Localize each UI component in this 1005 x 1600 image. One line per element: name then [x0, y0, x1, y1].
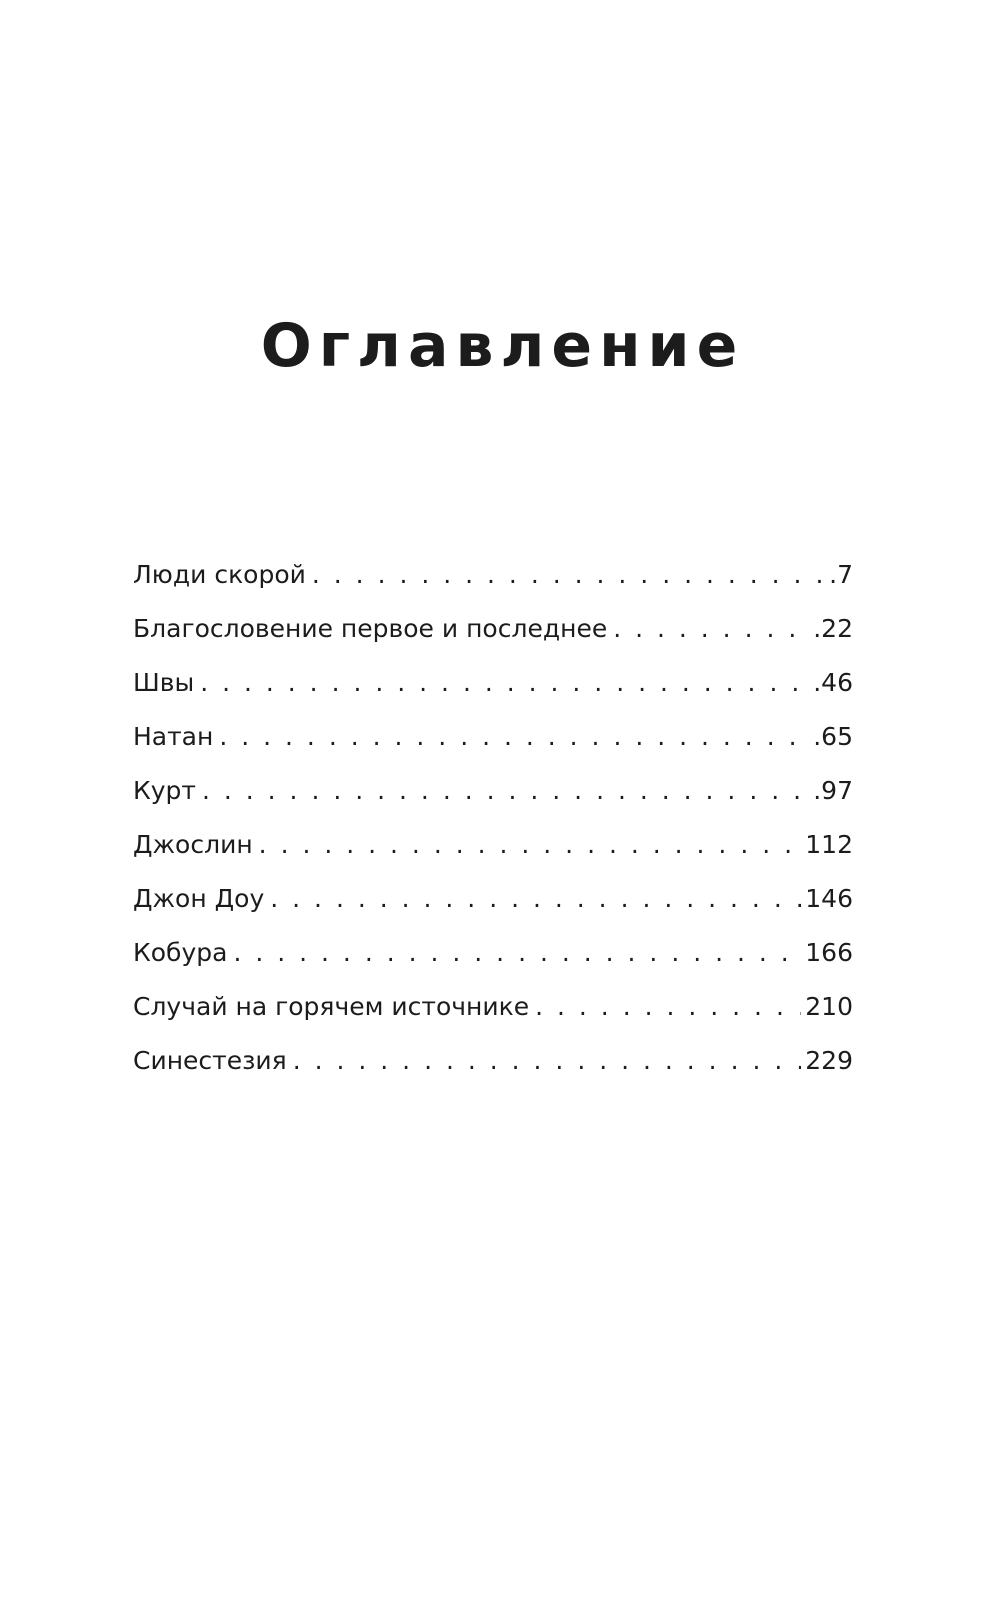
- toc-entry-page: 112: [805, 830, 853, 859]
- toc-dot-leader: [259, 818, 802, 872]
- toc-entry: [133, 872, 853, 926]
- toc-dot-leader: [233, 926, 801, 980]
- table-of-contents: [133, 548, 853, 1088]
- toc-entry: [133, 980, 853, 1034]
- toc-entry-page: .65: [813, 722, 853, 751]
- toc-entry-title: Швы: [133, 668, 195, 697]
- toc-dot-leader: [202, 764, 809, 818]
- toc-entry: [133, 602, 853, 656]
- toc-entry-title: Джослин: [133, 830, 253, 859]
- toc-entry: [133, 710, 853, 764]
- toc-entry-page: 166: [805, 938, 853, 967]
- toc-entry: [133, 926, 853, 980]
- toc-dot-leader: [219, 710, 809, 764]
- toc-entry-title: Натан: [133, 722, 214, 751]
- toc-entry-title: Благословение первое и последнее: [133, 614, 608, 643]
- toc-entry-page: .46: [813, 668, 853, 697]
- toc-entry: [133, 1034, 853, 1088]
- toc-dot-leader: [312, 548, 825, 602]
- toc-entry-title: Синестезия: [133, 1046, 287, 1075]
- toc-dot-leader: [200, 656, 809, 710]
- toc-entry: [133, 764, 853, 818]
- toc-entry-page: .7: [829, 560, 853, 589]
- toc-entry-page: .97: [813, 776, 853, 805]
- toc-entry-page: .22: [813, 614, 853, 643]
- toc-entry-title: Люди скорой: [133, 560, 306, 589]
- toc-entry-title: Курт: [133, 776, 196, 805]
- toc-entry-title: Джон Доу: [133, 884, 265, 913]
- toc-entry: [133, 548, 853, 602]
- toc-entry-page: 210: [805, 992, 853, 1021]
- toc-entry-title: Случай на горячем источнике: [133, 992, 530, 1021]
- toc-entry-title: Кобура: [133, 938, 228, 967]
- toc-dot-leader: [613, 602, 809, 656]
- page-title: Оглавление: [260, 311, 745, 381]
- toc-entry: [133, 818, 853, 872]
- toc-entry-page: 146: [805, 884, 853, 913]
- toc-entry: [133, 656, 853, 710]
- toc-entry-page: 229: [805, 1046, 853, 1075]
- toc-dot-leader: [535, 980, 801, 1034]
- toc-dot-leader: [270, 872, 801, 926]
- toc-dot-leader: [293, 1034, 802, 1088]
